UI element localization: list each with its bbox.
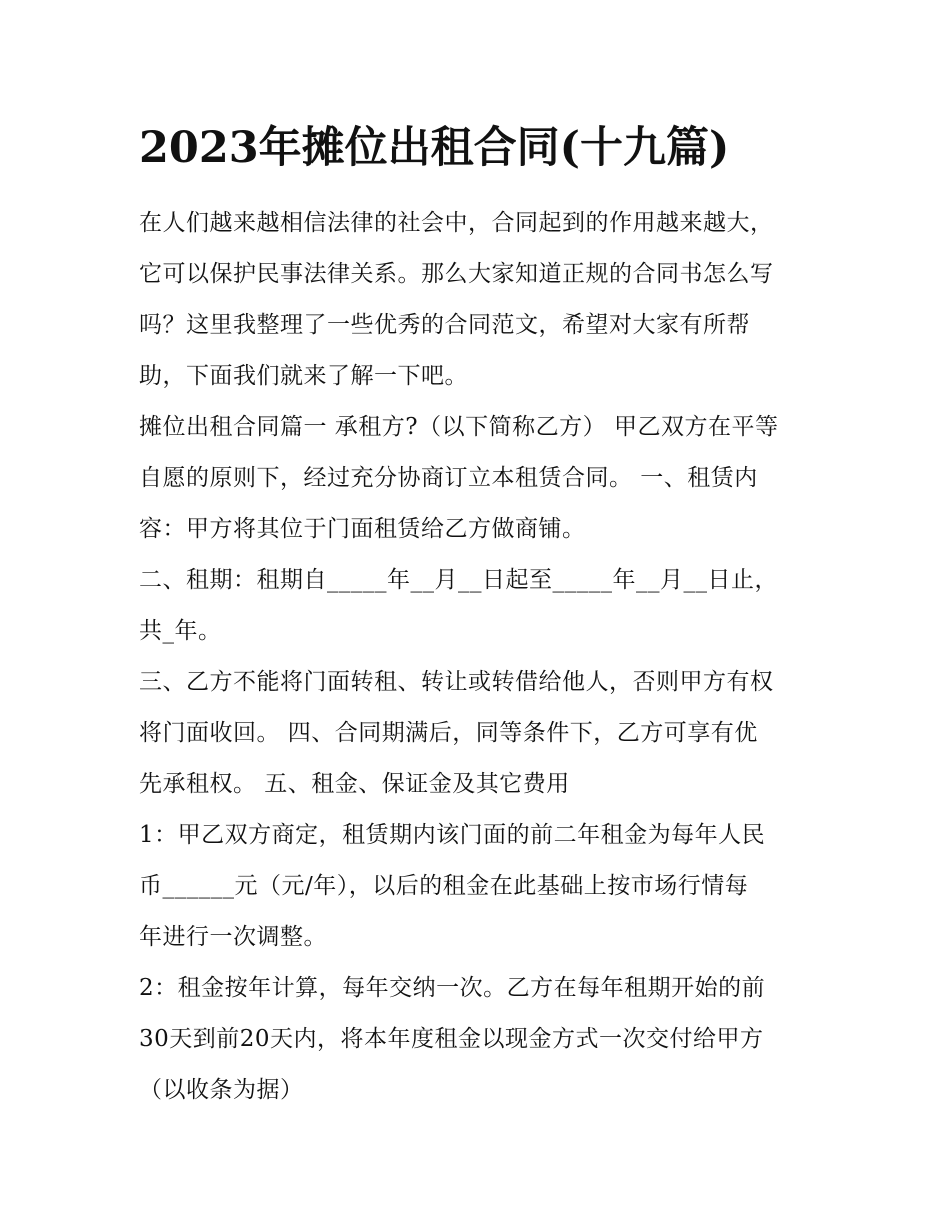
text-line: 在人们越来越相信法律的社会中，合同起到的作用越来越大， bbox=[139, 210, 774, 236]
text-line: 共_年。 bbox=[139, 618, 222, 644]
text-line: 先承租权。 五、租金、保证金及其它费用 bbox=[139, 771, 570, 797]
document-title: 2023年摊位出租合同(十九篇) bbox=[139, 123, 730, 173]
document-body bbox=[139, 198, 829, 1116]
text-line: （以收条为据） bbox=[139, 1077, 304, 1103]
text-line: 容：甲方将其位于门面租赁给乙方做商铺。 bbox=[139, 516, 586, 542]
text-line: 二、租期：租期自_____年__月__日起至_____年__月__日止， bbox=[139, 567, 778, 593]
paragraph-sublease bbox=[139, 657, 829, 810]
paragraph-contract-one bbox=[139, 402, 829, 555]
text-line: 1：甲乙双方商定，租赁期内该门面的前二年租金为每年人民 bbox=[139, 822, 766, 848]
text-line: 30天到前20天内，将本年度租金以现金方式一次交付给甲方 bbox=[139, 1026, 764, 1052]
text-line: 2：租金按年计算，每年交纳一次。乙方在每年租期开始的前 bbox=[139, 975, 766, 1001]
text-line: 年进行一次调整。 bbox=[139, 924, 327, 950]
paragraph-lease-term bbox=[139, 555, 829, 657]
paragraph-rent-amount bbox=[139, 810, 829, 963]
text-line: 摊位出租合同篇一 承租方?（以下简称乙方） 甲乙双方在平等 bbox=[139, 414, 779, 440]
text-line: 币______元（元/年），以后的租金在此基础上按市场行情每 bbox=[139, 873, 749, 899]
text-line: 自愿的原则下，经过充分协商订立本租赁合同。 一、租赁内 bbox=[139, 465, 758, 491]
paragraph-rent-payment bbox=[139, 963, 829, 1116]
text-line: 助，下面我们就来了解一下吧。 bbox=[139, 363, 468, 389]
text-line: 它可以保护民事法律关系。那么大家知道正规的合同书怎么写 bbox=[139, 261, 774, 287]
text-line: 将门面收回。 四、合同期满后，同等条件下，乙方可享有优 bbox=[139, 720, 758, 746]
text-line: 吗？这里我整理了一些优秀的合同范文，希望对大家有所帮 bbox=[139, 312, 750, 338]
text-line: 三、乙方不能将门面转租、转让或转借给他人，否则甲方有权 bbox=[139, 669, 774, 695]
paragraph-intro bbox=[139, 198, 829, 402]
